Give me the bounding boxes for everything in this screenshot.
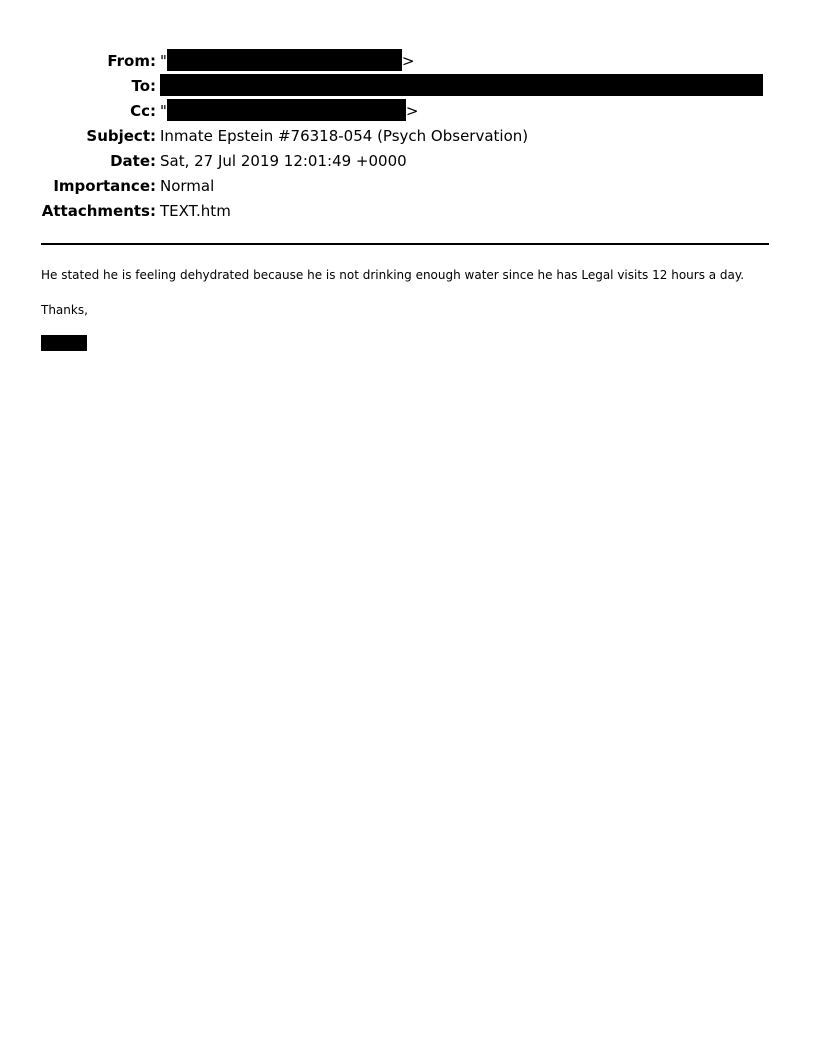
signature-redaction bbox=[41, 335, 87, 351]
from-value bbox=[160, 49, 414, 74]
to-row bbox=[0, 74, 816, 99]
date-value: Sat, 27 Jul 2019 12:01:49 +0000 bbox=[160, 152, 407, 170]
importance-row bbox=[0, 174, 816, 199]
header-divider bbox=[41, 243, 769, 245]
message-body: He stated he is feeling dehydrated because he is not drinking enough water since he has Legal visits 12 hours a day. bbox=[41, 268, 745, 282]
subject-value: Inmate Epstein #76318-054 (Psych Observation) bbox=[160, 127, 529, 145]
subject-row bbox=[0, 124, 816, 149]
from-label: From: bbox=[107, 52, 156, 70]
to-value bbox=[160, 74, 763, 99]
cc-row bbox=[0, 99, 816, 124]
from-suffix: > bbox=[401, 52, 415, 70]
subject-label: Subject: bbox=[86, 127, 156, 145]
message-closing: Thanks, bbox=[41, 303, 88, 317]
from-quote: " bbox=[160, 52, 167, 70]
cc-quote: " bbox=[160, 102, 167, 120]
attachments-row bbox=[0, 199, 816, 224]
to-label: To: bbox=[131, 77, 156, 95]
attachments-label: Attachments: bbox=[41, 202, 156, 220]
from-row bbox=[0, 49, 816, 74]
importance-label: Importance: bbox=[53, 177, 156, 195]
attachments-value: TEXT.htm bbox=[160, 202, 231, 220]
date-row bbox=[0, 149, 816, 174]
email-header bbox=[0, 49, 816, 224]
cc-redaction bbox=[167, 99, 406, 121]
to-redaction bbox=[160, 74, 763, 96]
importance-value: Normal bbox=[160, 177, 215, 195]
cc-label: Cc: bbox=[130, 102, 156, 120]
from-redaction bbox=[167, 49, 402, 71]
date-label: Date: bbox=[110, 152, 156, 170]
cc-value bbox=[160, 99, 418, 124]
cc-suffix: > bbox=[405, 102, 419, 120]
